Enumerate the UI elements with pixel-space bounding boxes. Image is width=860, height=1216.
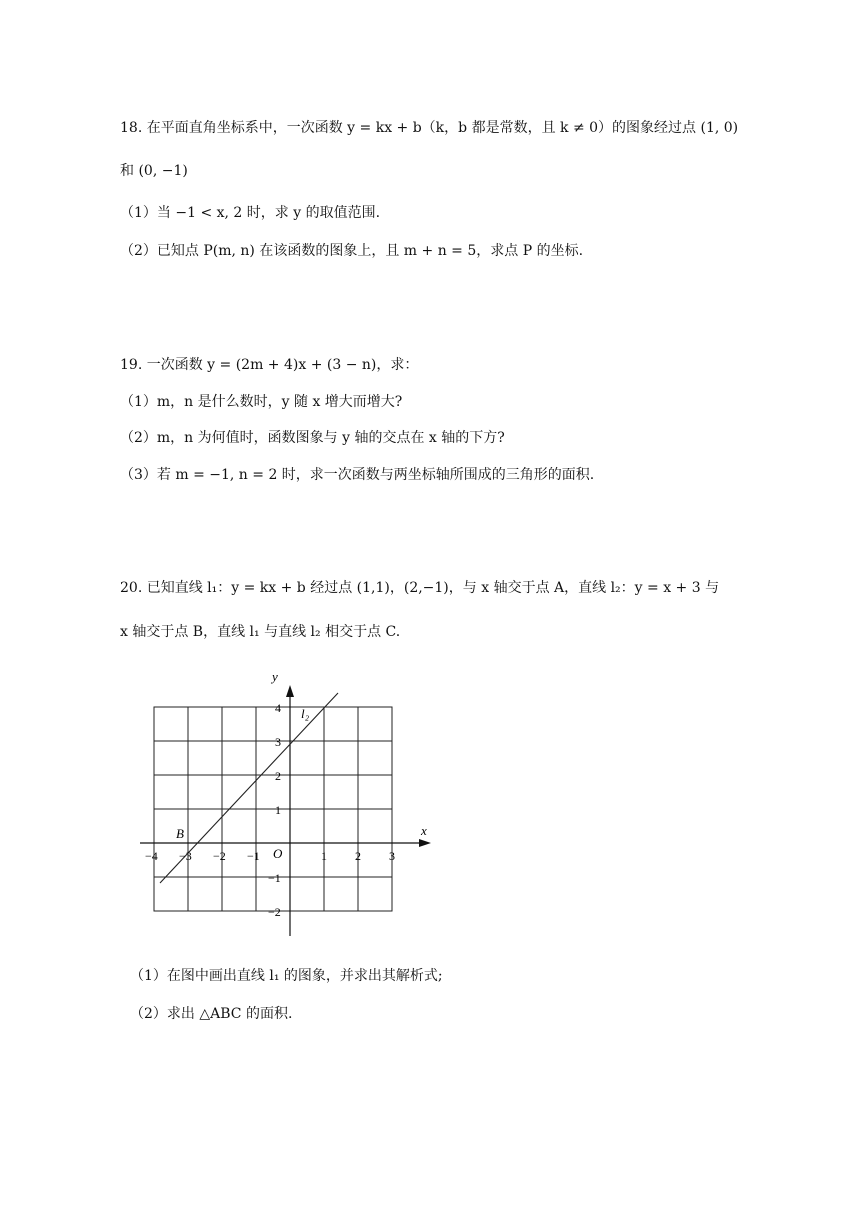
origin-label: O: [273, 846, 283, 861]
y-tick-label: 1: [275, 803, 281, 817]
q19-part2: （2）m，n 为何值时，函数图象与 y 轴的交点在 x 轴的下方?: [120, 430, 505, 446]
x-axis-arrow-icon: [419, 839, 431, 847]
coordinate-figure: [135, 668, 435, 948]
q20-line1: 20. 已知直线 l₁：y = kx + b 经过点 (1,1)，(2,−1)，与 x 轴交于点 A，直线 l₂：y = x + 3 与: [120, 580, 720, 596]
y-tick-label: 3: [275, 735, 281, 749]
x-tick-label: −4: [145, 849, 158, 863]
y-tick-label: −2: [268, 905, 281, 919]
x-tick-label: −2: [213, 849, 226, 863]
line-l2-label: l₂: [301, 706, 310, 721]
x-tick-label: −1: [247, 849, 260, 863]
q18-line1: 18. 在平面直角坐标系中，一次函数 y = kx + b（k，b 都是常数，且 k ≠ 0）的图象经过点 (1, 0): [120, 120, 739, 136]
x-axis-label: x: [421, 823, 427, 838]
y-tick-label: −1: [268, 871, 281, 885]
x-tick-label: 2: [355, 849, 361, 863]
q18-line2: 和 (0, −1): [120, 163, 188, 179]
x-tick-label: 3: [389, 849, 395, 863]
x-tick-label: 1: [321, 849, 327, 863]
y-axis-arrow-icon: [286, 685, 294, 697]
q20-part2: （2）求出 △ABC 的面积.: [130, 1006, 293, 1022]
y-tick-label: 4: [275, 701, 281, 715]
q19-line1: 19. 一次函数 y = (2m + 4)x + (3 − n)，求：: [120, 357, 419, 373]
q20-line2: x 轴交于点 B，直线 l₁ 与直线 l₂ 相交于点 C.: [120, 624, 401, 640]
q20-part1: （1）在图中画出直线 l₁ 的图象，并求出其解析式;: [130, 968, 443, 984]
q19-part1: （1）m，n 是什么数时，y 随 x 增大而增大?: [120, 394, 403, 410]
q18-part2: （2）已知点 P(m, n) 在该函数的图象上，且 m + n = 5，求点 P 的坐标.: [120, 243, 584, 259]
y-tick-label: 2: [275, 769, 281, 783]
q18-part1: （1）当 −1 < x, 2 时，求 y 的取值范围.: [120, 205, 381, 221]
q19-part3: （3）若 m = −1, n = 2 时，求一次函数与两坐标轴所围成的三角形的面积.: [120, 467, 595, 483]
point-b-label: B: [176, 826, 184, 841]
x-tick-label: −3: [179, 849, 192, 863]
y-axis-label: y: [272, 669, 278, 684]
